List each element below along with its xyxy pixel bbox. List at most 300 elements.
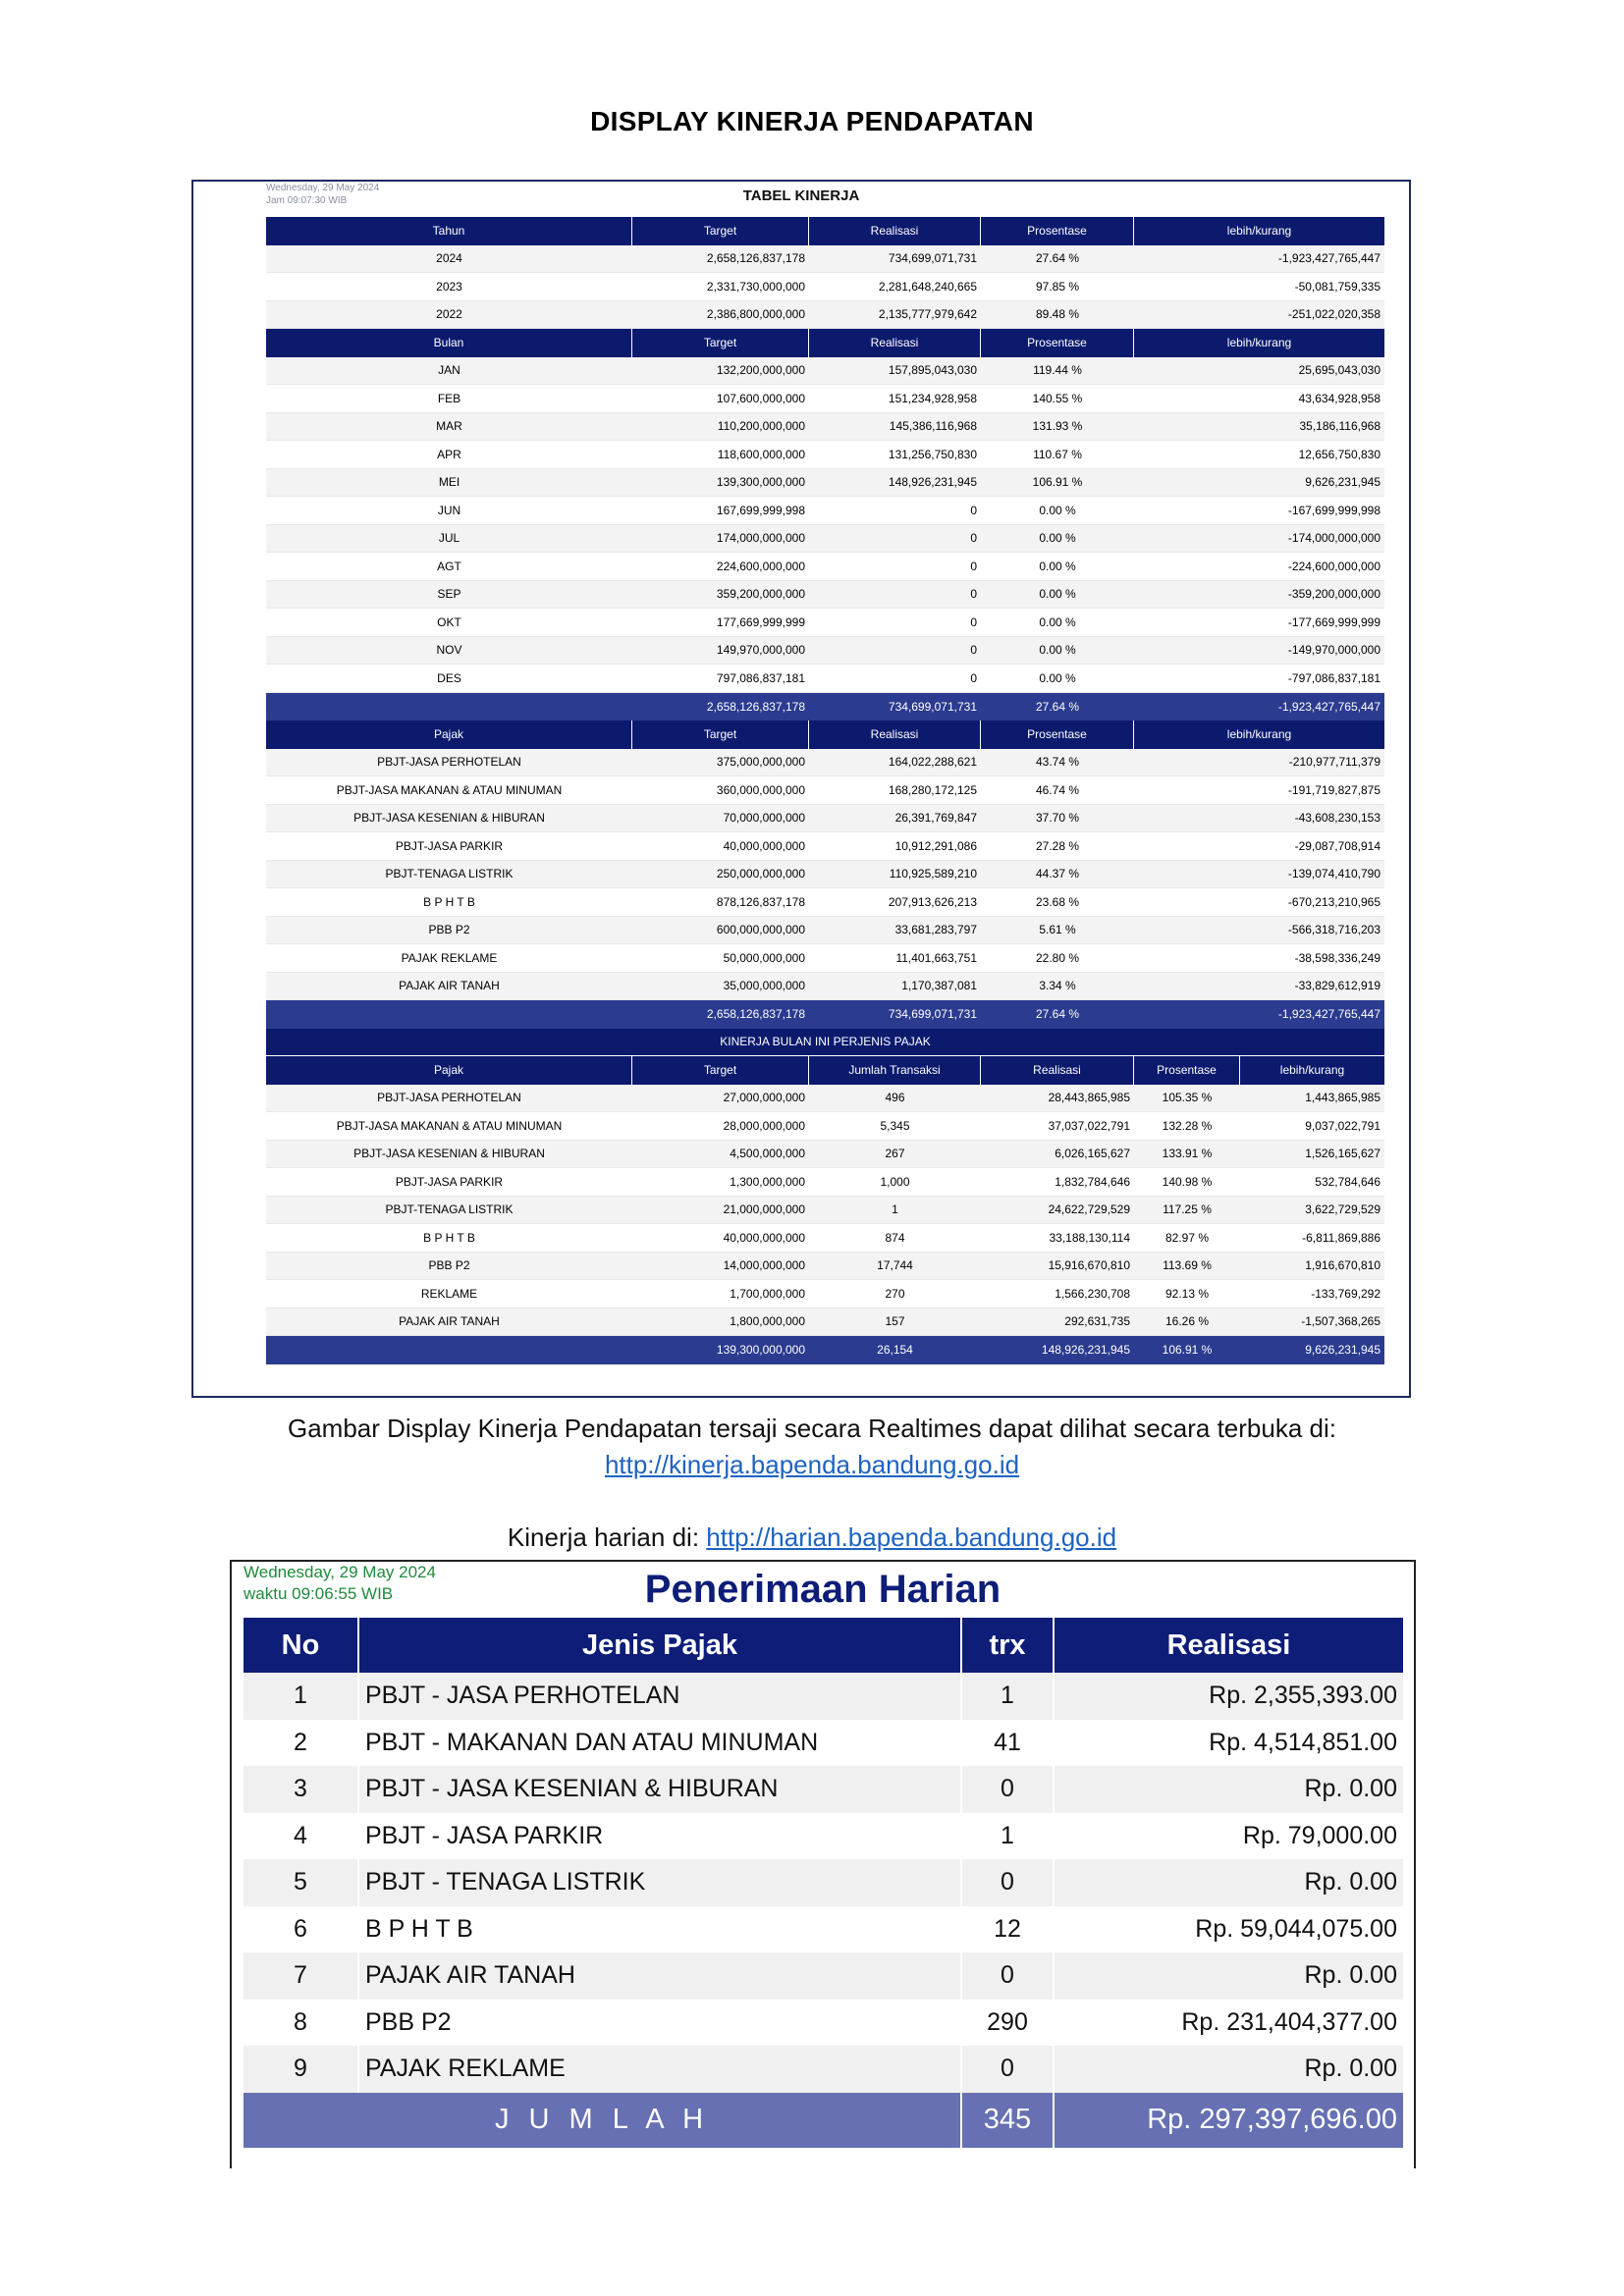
tax-row bbox=[266, 888, 1384, 917]
harian-cell: 1 bbox=[244, 1673, 359, 1720]
month-row-cell: 35,186,116,968 bbox=[1299, 419, 1380, 434]
month-row bbox=[266, 553, 1384, 581]
harian-cell: Rp. 79,000.00 bbox=[1242, 1821, 1397, 1849]
tax-row-cell: B P H T B bbox=[423, 894, 475, 909]
tax-row-cell: 375,000,000,000 bbox=[716, 755, 805, 770]
month-row-cell: MAR bbox=[436, 419, 462, 434]
tax-row-cell: 10,912,291,086 bbox=[894, 838, 977, 853]
monthly-row bbox=[266, 1224, 1384, 1253]
month-header-cell: Bulan bbox=[266, 329, 632, 357]
kinerja-table bbox=[266, 217, 1384, 1364]
tax-row-cell: 33,681,283,797 bbox=[894, 923, 977, 937]
month-row-cell: 131.93 % bbox=[1032, 419, 1083, 434]
monthly-row-cell: 28,443,865,985 bbox=[1048, 1091, 1130, 1105]
year-row-cell: -50,081,759,335 bbox=[1294, 279, 1380, 294]
monthly-row-cell: PBJT-TENAGA LISTRIK bbox=[385, 1202, 514, 1217]
tax-row bbox=[266, 832, 1384, 861]
tax-row-cell: PBB P2 bbox=[428, 923, 470, 937]
year-row-cell: 2,386,800,000,000 bbox=[706, 307, 805, 322]
harian-cell: Rp. 231,404,377.00 bbox=[1181, 2007, 1397, 2036]
month-row bbox=[266, 665, 1384, 693]
monthly-row-cell: 16.26 % bbox=[1164, 1314, 1210, 1329]
monthly-row-cell: 267 bbox=[885, 1147, 905, 1161]
harian-cell: 5 bbox=[244, 1859, 359, 1906]
harian-cell: PAJAK AIR TANAH bbox=[359, 1952, 962, 2000]
harian-header-cell: Jenis Pajak bbox=[359, 1618, 962, 1673]
monthly-row bbox=[266, 1253, 1384, 1281]
year-row-cell: 2022 bbox=[436, 307, 462, 322]
tax-row-cell: -670,213,210,965 bbox=[1287, 894, 1380, 909]
tax-row-cell: 878,126,837,178 bbox=[716, 894, 805, 909]
tax-total-row-cell: 27.64 % bbox=[1035, 1007, 1080, 1022]
kinerja-screenshot bbox=[191, 180, 1411, 1398]
month-row-cell: 25,695,043,030 bbox=[1298, 363, 1380, 378]
tax-total-row-cell: -1,923,427,765,447 bbox=[1277, 1007, 1380, 1022]
harian-cell: 1 bbox=[962, 1813, 1055, 1860]
month-row-cell: 151,234,928,958 bbox=[888, 391, 977, 405]
monthly-row-cell: 113.69 % bbox=[1163, 1258, 1212, 1273]
month-row bbox=[266, 637, 1384, 666]
tax-row-cell: -29,087,708,914 bbox=[1294, 838, 1380, 853]
harian-label: Kinerja harian di: bbox=[507, 1522, 707, 1552]
tax-row-cell: 168,280,172,125 bbox=[888, 782, 977, 797]
tax-header-cell: Realisasi bbox=[809, 721, 981, 749]
harian-cell: 0 bbox=[962, 2046, 1055, 2093]
tax-total-row bbox=[266, 1000, 1384, 1029]
monthly-row-cell: 1,700,000,000 bbox=[730, 1286, 805, 1301]
monthly-row-cell: PBJT-JASA MAKANAN & ATAU MINUMAN bbox=[336, 1118, 563, 1133]
month-row-cell: JAN bbox=[438, 363, 460, 378]
monthly-row-cell: 1,300,000,000 bbox=[730, 1174, 805, 1189]
year-row-cell: 89.48 % bbox=[1035, 307, 1080, 322]
tax-header-cell: Prosentase bbox=[981, 721, 1134, 749]
monthly-row-cell: 1 bbox=[892, 1202, 898, 1217]
tax-header-cell: Target bbox=[632, 721, 809, 749]
month-row-cell: 107,600,000,000 bbox=[716, 391, 805, 405]
month-row-cell: APR bbox=[437, 447, 461, 461]
monthly-row-cell: 5,345 bbox=[880, 1118, 910, 1133]
month-row-cell: 0 bbox=[970, 503, 977, 517]
year-row-cell: 2,281,648,240,665 bbox=[878, 279, 977, 294]
monthly-row-cell: 532,784,646 bbox=[1315, 1174, 1380, 1189]
month-row-cell: -224,600,000,000 bbox=[1287, 559, 1380, 573]
year-header-cell: Prosentase bbox=[981, 217, 1134, 245]
harian-cell: 7 bbox=[244, 1952, 359, 2000]
harian-cell: 41 bbox=[962, 1720, 1055, 1767]
monthly-row-cell: 1,000 bbox=[880, 1174, 910, 1189]
month-row-cell: 0.00 % bbox=[1039, 614, 1076, 629]
month-row-cell: 797,086,837,181 bbox=[716, 670, 805, 685]
harian-row bbox=[244, 1673, 1403, 1720]
harian-cell: 3 bbox=[244, 1766, 359, 1813]
monthly-row-cell: -133,769,292 bbox=[1311, 1286, 1380, 1301]
harian-cell: PBJT - MAKANAN DAN ATAU MINUMAN bbox=[359, 1720, 962, 1767]
tax-row-cell: 11,401,663,751 bbox=[895, 950, 977, 965]
month-row-cell: 110,200,000,000 bbox=[717, 419, 805, 434]
monthly-header-cell: lebih/kurang bbox=[1279, 1063, 1345, 1078]
caption-text: Gambar Display Kinerja Pendapatan tersaji secara Realtimes dapat dilihat secara terbuka di: bbox=[287, 1414, 1336, 1443]
month-row bbox=[266, 609, 1384, 637]
monthly-header bbox=[266, 1056, 1384, 1085]
harian-cell: Rp. 0.00 bbox=[1304, 1775, 1397, 1803]
month-row-cell: 0 bbox=[970, 643, 977, 658]
monthly-row-cell: -1,507,368,265 bbox=[1301, 1314, 1380, 1329]
year-row-cell: -251,022,020,358 bbox=[1287, 307, 1380, 322]
tax-row-cell: 5.61 % bbox=[1039, 923, 1076, 937]
harian-cell: Rp. 59,044,075.00 bbox=[1195, 1914, 1397, 1943]
tax-row-cell: 600,000,000,000 bbox=[716, 923, 805, 937]
harian-cell: 0 bbox=[962, 1766, 1055, 1813]
month-row bbox=[266, 581, 1384, 610]
tax-row-cell: 27.28 % bbox=[1035, 838, 1080, 853]
month-row-cell: -177,669,999,999 bbox=[1287, 614, 1380, 629]
monthly-row-cell: 105.35 % bbox=[1162, 1091, 1213, 1105]
monthly-row-cell: PBB P2 bbox=[428, 1258, 470, 1273]
harian-cell: 4 bbox=[244, 1813, 359, 1860]
month-row-cell: 359,200,000,000 bbox=[716, 587, 805, 602]
monthly-row-cell: 6,026,165,627 bbox=[1055, 1147, 1130, 1161]
monthly-row-cell: 132.28 % bbox=[1162, 1118, 1213, 1133]
monthly-row-cell: 37,037,022,791 bbox=[1048, 1118, 1130, 1133]
harian-time: waktu 09:06:55 WIB bbox=[244, 1584, 394, 1603]
month-row-cell: 132,200,000,000 bbox=[716, 363, 805, 378]
harian-cell: Rp. 0.00 bbox=[1304, 1961, 1397, 1990]
harian-total-trx: 345 bbox=[962, 2093, 1055, 2148]
month-row bbox=[266, 385, 1384, 413]
monthly-row-cell: 92.13 % bbox=[1164, 1286, 1210, 1301]
month-row-cell: 157,895,043,030 bbox=[888, 363, 977, 378]
monthly-total-row-cell: 106.91 % bbox=[1162, 1343, 1213, 1358]
month-row-cell: 0 bbox=[970, 587, 977, 602]
tax-header bbox=[266, 721, 1384, 749]
tax-row-cell: -38,598,336,249 bbox=[1294, 950, 1380, 965]
month-row-cell: NOV bbox=[436, 643, 462, 658]
monthly-row-cell: PBJT-JASA PERHOTELAN bbox=[377, 1091, 521, 1105]
tax-row-cell: 250,000,000,000 bbox=[716, 867, 805, 881]
tax-row-cell: 40,000,000,000 bbox=[723, 838, 805, 853]
month-row-cell: 110.67 % bbox=[1033, 447, 1082, 461]
month-row-cell: 177,669,999,999 bbox=[716, 614, 805, 629]
month-row-cell: -174,000,000,000 bbox=[1287, 531, 1380, 546]
month-row bbox=[266, 525, 1384, 554]
tax-row bbox=[266, 917, 1384, 945]
tax-row-cell: 23.68 % bbox=[1035, 894, 1080, 909]
kinerja-link[interactable]: http://kinerja.bapenda.bandung.go.id bbox=[604, 1450, 1020, 1479]
tax-row-cell: -566,318,716,203 bbox=[1287, 923, 1380, 937]
year-header-cell: Target bbox=[632, 217, 809, 245]
monthly-row-cell: 140.98 % bbox=[1162, 1174, 1213, 1189]
tax-row-cell: PBJT-JASA MAKANAN & ATAU MINUMAN bbox=[336, 782, 563, 797]
month-total-row-cell: -1,923,427,765,447 bbox=[1277, 699, 1380, 714]
month-row-cell: 0 bbox=[970, 614, 977, 629]
harian-cell: 0 bbox=[962, 1859, 1055, 1906]
year-row-cell: 2,135,777,979,642 bbox=[878, 307, 977, 322]
year-row-cell: -1,923,427,765,447 bbox=[1277, 251, 1380, 266]
harian-cell: B P H T B bbox=[359, 1906, 962, 1953]
month-row-cell: 43,634,928,958 bbox=[1298, 391, 1380, 405]
monthly-total-row bbox=[266, 1336, 1384, 1364]
harian-link[interactable]: http://harian.bapenda.bandung.go.id bbox=[706, 1522, 1117, 1552]
harian-cell: 1 bbox=[962, 1673, 1055, 1720]
monthly-row bbox=[266, 1280, 1384, 1308]
month-row-cell: JUN bbox=[437, 503, 461, 517]
monthly-row-cell: 1,832,784,646 bbox=[1055, 1174, 1130, 1189]
year-row-cell: 27.64 % bbox=[1035, 251, 1080, 266]
monthly-row-cell: 27,000,000,000 bbox=[723, 1091, 805, 1105]
harian-cell: 0 bbox=[962, 1952, 1055, 2000]
tax-row-cell: 22.80 % bbox=[1035, 950, 1080, 965]
month-row-cell: 0 bbox=[970, 559, 977, 573]
tax-total-row-cell: 734,699,071,731 bbox=[888, 1007, 977, 1022]
caption-link-line bbox=[0, 1450, 1624, 1480]
monthly-row-cell: 28,000,000,000 bbox=[723, 1118, 805, 1133]
tax-row-cell: 35,000,000,000 bbox=[723, 979, 805, 993]
tax-row-cell: -191,719,827,875 bbox=[1287, 782, 1380, 797]
tax-row-cell: 70,000,000,000 bbox=[723, 811, 805, 826]
harian-date: Wednesday, 29 May 2024 bbox=[244, 1563, 436, 1581]
month-row-cell: 0 bbox=[970, 670, 977, 685]
harian-header bbox=[244, 1618, 1403, 1673]
month-row-cell: -797,086,837,181 bbox=[1287, 670, 1380, 685]
month-row-cell: 118,600,000,000 bbox=[717, 447, 805, 461]
harian-cell: 9 bbox=[244, 2046, 359, 2093]
tax-row-cell: 46.74 % bbox=[1035, 782, 1080, 797]
harian-cell: 6 bbox=[244, 1906, 359, 1953]
harian-total-label: J U M L A H bbox=[244, 2093, 962, 2148]
monthly-row-cell: -6,811,869,886 bbox=[1302, 1230, 1380, 1245]
tax-row-cell: PBJT-JASA PERHOTELAN bbox=[377, 755, 521, 770]
monthly-row-cell: PBJT-JASA KESENIAN & HIBURAN bbox=[353, 1147, 545, 1161]
tax-row-cell: 43.74 % bbox=[1035, 755, 1080, 770]
harian-title: Penerimaan Harian bbox=[644, 1568, 1001, 1611]
year-row bbox=[266, 301, 1384, 330]
month-total-row-cell: 734,699,071,731 bbox=[888, 699, 977, 714]
month-row-cell: 12,656,750,830 bbox=[1298, 447, 1380, 461]
monthly-row-cell: 117.25 % bbox=[1163, 1202, 1212, 1217]
tax-row-cell: 164,022,288,621 bbox=[888, 755, 977, 770]
monthly-row-cell: REKLAME bbox=[420, 1286, 478, 1301]
monthly-banner: KINERJA BULAN INI PERJENIS PAJAK bbox=[266, 1029, 1384, 1057]
month-row-cell: AGT bbox=[437, 559, 461, 573]
year-row bbox=[266, 245, 1384, 274]
month-header-cell: lebih/kurang bbox=[1226, 336, 1292, 350]
tax-row-cell: -43,608,230,153 bbox=[1294, 811, 1380, 826]
monthly-total-row-cell: 139,300,000,000 bbox=[716, 1343, 805, 1358]
harian-link-line bbox=[0, 1522, 1624, 1553]
year-row bbox=[266, 273, 1384, 301]
monthly-row bbox=[266, 1197, 1384, 1225]
tax-row-cell: PAJAK REKLAME bbox=[401, 950, 498, 965]
year-row-cell: 2024 bbox=[436, 251, 462, 266]
monthly-row-cell: 1,443,865,985 bbox=[1305, 1091, 1380, 1105]
harian-screenshot bbox=[230, 1560, 1416, 2168]
monthly-row-cell: 270 bbox=[885, 1286, 905, 1301]
harian-total-realisasi: Rp. 297,397,696.00 bbox=[1147, 2104, 1397, 2135]
tax-row-cell: 44.37 % bbox=[1035, 867, 1080, 881]
month-total-row-cell: 2,658,126,837,178 bbox=[706, 699, 805, 714]
harian-row bbox=[244, 1952, 1403, 2000]
monthly-header-cell: Jumlah Transaksi bbox=[809, 1056, 981, 1085]
harian-cell: Rp. 0.00 bbox=[1304, 2055, 1397, 2083]
harian-header-cell: trx bbox=[962, 1618, 1055, 1673]
document-title: DISPLAY KINERJA PENDAPATAN bbox=[590, 106, 1034, 136]
month-row bbox=[266, 441, 1384, 469]
month-row-cell: 167,699,999,998 bbox=[716, 503, 805, 517]
month-row-cell: 119.44 % bbox=[1033, 363, 1082, 378]
month-row-cell: JUL bbox=[438, 531, 460, 546]
monthly-row-cell: 14,000,000,000 bbox=[723, 1258, 805, 1273]
year-header bbox=[266, 217, 1384, 245]
harian-cell: 8 bbox=[244, 2000, 359, 2047]
monthly-row-cell: PBJT-JASA PARKIR bbox=[395, 1174, 504, 1189]
month-header-cell: Target bbox=[632, 329, 809, 357]
tax-row bbox=[266, 805, 1384, 833]
tax-row-cell: PBJT-TENAGA LISTRIK bbox=[385, 867, 514, 881]
harian-header-cell: Realisasi bbox=[1166, 1629, 1291, 1661]
month-header-cell: Realisasi bbox=[809, 329, 981, 357]
harian-cell: 290 bbox=[962, 2000, 1055, 2047]
month-row-cell: 0.00 % bbox=[1039, 643, 1076, 658]
monthly-header-cell: Pajak bbox=[266, 1056, 632, 1085]
monthly-row-cell: 1,526,165,627 bbox=[1305, 1147, 1380, 1161]
monthly-row-cell: B P H T B bbox=[423, 1230, 475, 1245]
monthly-row-cell: 4,500,000,000 bbox=[730, 1147, 805, 1161]
tax-row-cell: -139,074,410,790 bbox=[1287, 867, 1380, 881]
month-row-cell: DES bbox=[437, 670, 461, 685]
month-row-cell: FEB bbox=[437, 391, 461, 405]
month-row-cell: 145,386,116,968 bbox=[889, 419, 977, 434]
harian-cell: PBJT - TENAGA LISTRIK bbox=[359, 1859, 962, 1906]
month-row-cell: 148,926,231,945 bbox=[888, 475, 977, 490]
month-row-cell: 0.00 % bbox=[1039, 531, 1076, 546]
tax-row bbox=[266, 861, 1384, 889]
harian-total-row bbox=[244, 2093, 1403, 2148]
monthly-row bbox=[266, 1112, 1384, 1141]
month-row bbox=[266, 497, 1384, 525]
monthly-row-cell: 292,631,735 bbox=[1064, 1314, 1130, 1329]
monthly-header-cell: Target bbox=[632, 1056, 809, 1085]
monthly-row-cell: 40,000,000,000 bbox=[723, 1230, 805, 1245]
month-row-cell: 0.00 % bbox=[1039, 503, 1076, 517]
harian-cell: Rp. 4,514,851.00 bbox=[1209, 1728, 1397, 1756]
tax-row-cell: 360,000,000,000 bbox=[716, 782, 805, 797]
month-row-cell: 131,256,750,830 bbox=[888, 447, 977, 461]
harian-row bbox=[244, 1906, 1403, 1953]
tax-header-cell: lebih/kurang bbox=[1226, 727, 1292, 742]
tax-row-cell: 110,925,589,210 bbox=[889, 867, 977, 881]
tax-row-cell: 37.70 % bbox=[1035, 811, 1080, 826]
monthly-row-cell: 15,916,670,810 bbox=[1048, 1258, 1130, 1273]
kinerja-title: TABEL KINERJA bbox=[742, 187, 860, 204]
monthly-row bbox=[266, 1141, 1384, 1169]
month-row-cell: SEP bbox=[437, 587, 461, 602]
month-row-cell: 0.00 % bbox=[1039, 670, 1076, 685]
month-row-cell: MEI bbox=[438, 475, 460, 490]
tax-row-cell: 1,170,387,081 bbox=[901, 979, 977, 993]
tax-row-cell: 3.34 % bbox=[1039, 979, 1076, 993]
month-row-cell: 149,970,000,000 bbox=[716, 643, 805, 658]
month-row bbox=[266, 469, 1384, 498]
monthly-row-cell: 17,744 bbox=[877, 1258, 913, 1273]
year-header-cell: lebih/kurang bbox=[1226, 224, 1292, 239]
month-row-cell: -167,699,999,998 bbox=[1287, 503, 1380, 517]
harian-cell: PBJT - JASA KESENIAN & HIBURAN bbox=[359, 1766, 962, 1813]
tax-row-cell: 50,000,000,000 bbox=[723, 950, 805, 965]
year-row-cell: 97.85 % bbox=[1035, 279, 1080, 294]
monthly-row-cell: 874 bbox=[885, 1230, 905, 1245]
year-row-cell: 734,699,071,731 bbox=[888, 251, 977, 266]
harian-row bbox=[244, 1813, 1403, 1860]
harian-cell: PBJT - JASA PARKIR bbox=[359, 1813, 962, 1860]
tax-row bbox=[266, 776, 1384, 805]
tax-row-cell: -33,829,612,919 bbox=[1294, 979, 1380, 993]
tax-row bbox=[266, 749, 1384, 777]
harian-cell: 2 bbox=[244, 1720, 359, 1767]
month-row bbox=[266, 413, 1384, 442]
kinerja-time: Jam 09:07:30 WIB bbox=[266, 195, 348, 206]
monthly-total-row-cell: 26,154 bbox=[877, 1343, 913, 1358]
harian-cell: PAJAK REKLAME bbox=[359, 2046, 962, 2093]
monthly-header-cell: Prosentase bbox=[1134, 1056, 1240, 1085]
monthly-row-cell: 1,566,230,708 bbox=[1055, 1286, 1130, 1301]
year-row-cell: 2023 bbox=[436, 279, 462, 294]
month-row-cell: 140.55 % bbox=[1032, 391, 1083, 405]
harian-header-cell: No bbox=[244, 1618, 359, 1673]
month-row-cell: 139,300,000,000 bbox=[716, 475, 805, 490]
monthly-row-cell: 82.97 % bbox=[1164, 1230, 1210, 1245]
month-row-cell: 106.91 % bbox=[1032, 475, 1083, 490]
monthly-row-cell: 496 bbox=[885, 1091, 905, 1105]
harian-row bbox=[244, 1859, 1403, 1906]
month-row-cell: -149,970,000,000 bbox=[1287, 643, 1380, 658]
monthly-row-cell: 1,916,670,810 bbox=[1305, 1258, 1380, 1273]
tax-total-row-cell: 2,658,126,837,178 bbox=[706, 1007, 805, 1022]
month-header-cell: Prosentase bbox=[981, 329, 1134, 357]
tax-row bbox=[266, 944, 1384, 973]
harian-row bbox=[244, 1720, 1403, 1767]
tax-header-cell: Pajak bbox=[266, 721, 632, 749]
year-row-cell: 2,658,126,837,178 bbox=[706, 251, 805, 266]
monthly-row-cell: 9,037,022,791 bbox=[1305, 1118, 1380, 1133]
monthly-total-row-cell: 148,926,231,945 bbox=[1041, 1343, 1130, 1358]
monthly-row bbox=[266, 1308, 1384, 1337]
kinerja-date: Wednesday, 29 May 2024 bbox=[266, 183, 380, 193]
year-header-cell: Tahun bbox=[266, 217, 632, 245]
month-header bbox=[266, 329, 1384, 357]
monthly-row-cell: 33,188,130,114 bbox=[1049, 1230, 1130, 1245]
harian-row bbox=[244, 1766, 1403, 1813]
monthly-row bbox=[266, 1085, 1384, 1113]
tax-row-cell: PBJT-JASA KESENIAN & HIBURAN bbox=[353, 811, 545, 826]
month-total-row-cell: 27.64 % bbox=[1035, 699, 1080, 714]
harian-cell: PBB P2 bbox=[359, 2000, 962, 2047]
tax-row-cell: 26,391,769,847 bbox=[894, 811, 977, 826]
harian-cell: 12 bbox=[962, 1906, 1055, 1953]
monthly-row-cell: 157 bbox=[885, 1314, 905, 1329]
harian-table bbox=[244, 1618, 1403, 2148]
monthly-header-cell: Realisasi bbox=[981, 1056, 1134, 1085]
harian-row bbox=[244, 2046, 1403, 2093]
month-row-cell: OKT bbox=[437, 614, 461, 629]
monthly-row-cell: 3,622,729,529 bbox=[1305, 1202, 1380, 1217]
monthly-row-cell: PAJAK AIR TANAH bbox=[399, 1314, 500, 1329]
month-row-cell: 224,600,000,000 bbox=[716, 559, 805, 573]
tax-row-cell: PAJAK AIR TANAH bbox=[399, 979, 500, 993]
month-row-cell: 0.00 % bbox=[1039, 559, 1076, 573]
monthly-row bbox=[266, 1168, 1384, 1197]
month-row-cell: 0.00 % bbox=[1039, 587, 1076, 602]
tax-row-cell: -210,977,711,379 bbox=[1288, 755, 1380, 770]
